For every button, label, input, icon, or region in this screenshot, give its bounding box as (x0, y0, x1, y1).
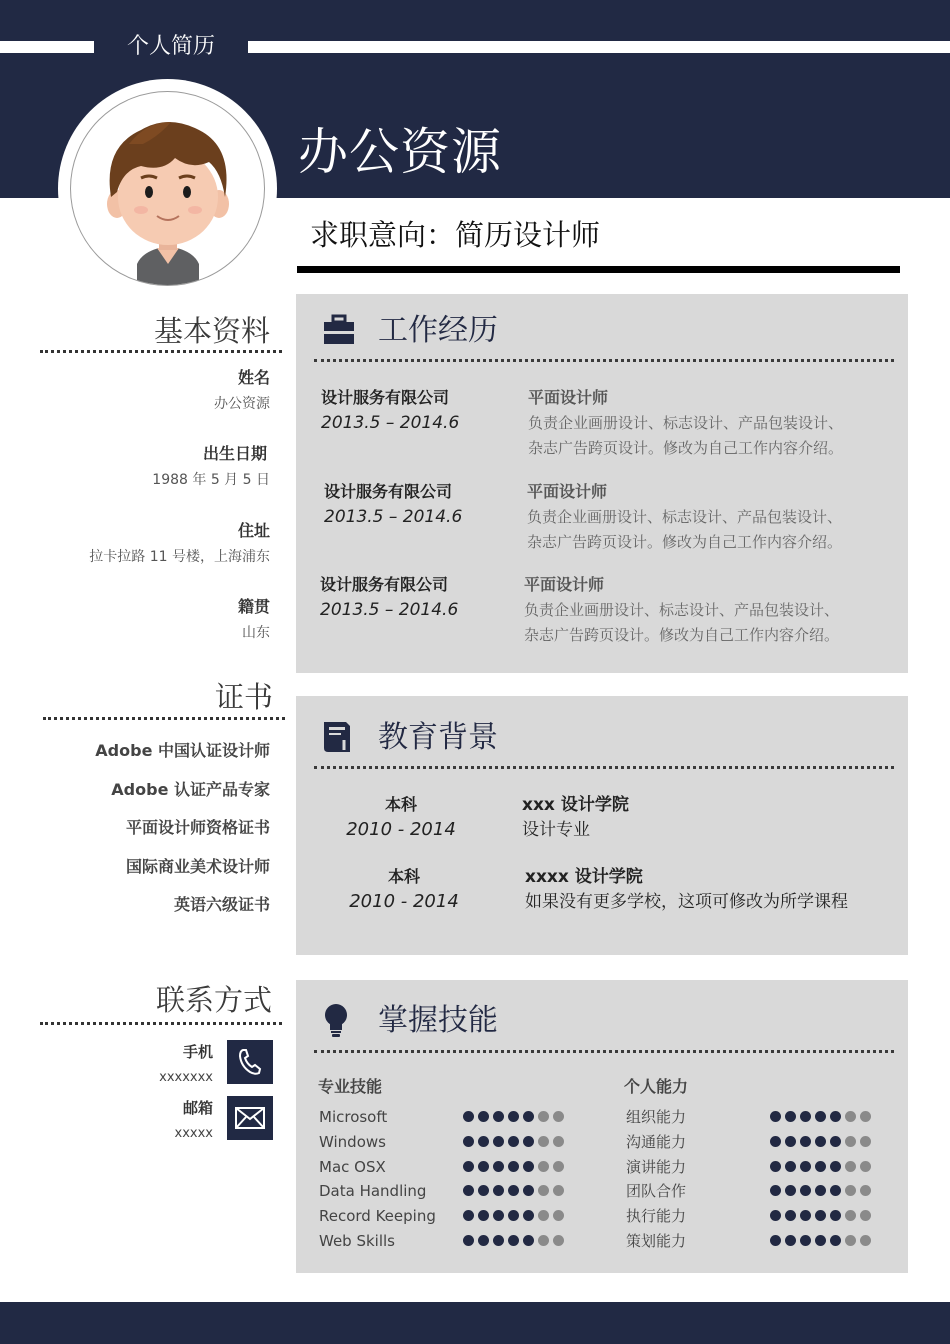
rating-dot-empty (553, 1185, 564, 1196)
skill-name: 演讲能力 (626, 1158, 687, 1176)
skill-rating (463, 1161, 564, 1172)
rating-dot-filled (830, 1210, 841, 1221)
education-dates: 2010 - 2014 (349, 891, 459, 912)
rating-dot-filled (493, 1161, 504, 1172)
rating-dot-filled (463, 1210, 474, 1221)
skill-name: Microsoft (319, 1108, 388, 1126)
rating-dot-filled (815, 1185, 826, 1196)
skill-rating (770, 1235, 871, 1246)
field-label-address: 住址 (237, 521, 270, 540)
job-intent: 求职意向：简历设计师 (310, 218, 601, 252)
rating-dot-filled (830, 1185, 841, 1196)
rating-dot-filled (800, 1185, 811, 1196)
work-company: 设计服务有限公司 (321, 388, 450, 407)
field-label-name: 姓名 (237, 368, 270, 387)
rating-dot-filled (523, 1161, 534, 1172)
rating-dot-filled (508, 1136, 519, 1147)
professional-skills-heading: 专业技能 (318, 1077, 383, 1096)
skill-rating (463, 1210, 564, 1221)
education-school: xxx 设计学院 (522, 795, 629, 815)
rating-dot-filled (800, 1136, 811, 1147)
certificate-item: Adobe 认证产品专家 (111, 780, 270, 799)
field-value-birthdate: 1988 年 5 月 5 日 (152, 472, 270, 488)
skill-rating (770, 1210, 871, 1221)
avatar-illustration-icon (71, 92, 265, 286)
personal-abilities-heading: 个人能力 (624, 1077, 689, 1096)
rating-dot-filled (770, 1111, 781, 1122)
education-detail: 如果没有更多学校，这项可修改为所学课程 (525, 892, 848, 912)
contact-divider (40, 1022, 282, 1025)
work-desc-line: 杂志广告跨页设计。修改为自己工作内容介绍。 (524, 626, 840, 644)
basic-info-title: 基本资料 (153, 314, 270, 348)
rating-dot-empty (538, 1136, 549, 1147)
rating-dot-filled (815, 1235, 826, 1246)
resume-label: 个人简历 (126, 34, 215, 59)
work-dates: 2013.5 – 2014.6 (321, 413, 460, 433)
rating-dot-filled (508, 1210, 519, 1221)
header-rule-right (248, 41, 950, 53)
rating-dot-filled (463, 1136, 474, 1147)
rating-dot-empty (860, 1235, 871, 1246)
rating-dot-filled (493, 1235, 504, 1246)
rating-dot-filled (800, 1210, 811, 1221)
rating-dot-filled (800, 1161, 811, 1172)
education-degree: 本科 (384, 795, 417, 814)
skills-title: 掌握技能 (378, 1003, 498, 1038)
contact-title: 联系方式 (155, 983, 272, 1017)
rating-dot-filled (770, 1136, 781, 1147)
rating-dot-empty (860, 1136, 871, 1147)
rating-dot-empty (845, 1185, 856, 1196)
rating-dot-filled (523, 1185, 534, 1196)
rating-dot-empty (860, 1161, 871, 1172)
rating-dot-filled (785, 1235, 796, 1246)
certificate-item: Adobe 中国认证设计师 (95, 741, 270, 760)
rating-dot-filled (478, 1136, 489, 1147)
rating-dot-filled (493, 1185, 504, 1196)
rating-dot-empty (538, 1161, 549, 1172)
rating-dot-filled (463, 1235, 474, 1246)
rating-dot-empty (845, 1161, 856, 1172)
rating-dot-filled (493, 1136, 504, 1147)
skill-name: Record Keeping (319, 1207, 436, 1225)
rating-dot-filled (830, 1136, 841, 1147)
rating-dot-filled (770, 1185, 781, 1196)
certificate-item: 国际商业美术设计师 (125, 857, 270, 876)
rating-dot-empty (845, 1210, 856, 1221)
skill-name: Mac OSX (319, 1158, 386, 1176)
footer-band (0, 1302, 950, 1344)
rating-dot-filled (478, 1161, 489, 1172)
candidate-name: 办公资源 (298, 123, 502, 181)
work-desc-line: 杂志广告跨页设计。修改为自己工作内容介绍。 (528, 439, 844, 457)
mail-icon-box (227, 1096, 273, 1140)
rating-dot-filled (815, 1111, 826, 1122)
rating-dot-empty (845, 1136, 856, 1147)
skill-name: 策划能力 (626, 1232, 687, 1250)
rating-dot-filled (815, 1210, 826, 1221)
rating-dot-empty (538, 1235, 549, 1246)
skill-name: Windows (319, 1133, 386, 1151)
skill-rating (463, 1111, 564, 1122)
work-company: 设计服务有限公司 (324, 482, 453, 501)
certificates-title: 证书 (214, 680, 273, 714)
rating-dot-empty (538, 1210, 549, 1221)
rating-dot-filled (508, 1111, 519, 1122)
phone-icon (237, 1048, 263, 1076)
skill-rating (770, 1136, 871, 1147)
skill-name: Web Skills (319, 1232, 395, 1250)
skill-name: 组织能力 (626, 1108, 687, 1126)
email-value: xxxxx (174, 1126, 213, 1141)
rating-dot-filled (800, 1235, 811, 1246)
job-intent-underline (297, 266, 900, 273)
field-label-hometown: 籍贯 (237, 597, 270, 616)
rating-dot-filled (523, 1210, 534, 1221)
work-desc-line: 负责企业画册设计、标志设计、产品包装设计、 (524, 601, 840, 619)
rating-dot-empty (553, 1210, 564, 1221)
rating-dot-filled (478, 1235, 489, 1246)
work-desc-line: 负责企业画册设计、标志设计、产品包装设计、 (528, 414, 844, 432)
rating-dot-filled (463, 1111, 474, 1122)
work-experience-title: 工作经历 (378, 313, 498, 348)
rating-dot-filled (800, 1111, 811, 1122)
rating-dot-filled (785, 1111, 796, 1122)
skill-name: 执行能力 (626, 1207, 687, 1225)
education-title: 教育背景 (378, 720, 498, 755)
skill-name: 沟通能力 (626, 1133, 687, 1151)
phone-value: xxxxxxx (159, 1070, 213, 1085)
rating-dot-filled (493, 1210, 504, 1221)
work-dates: 2013.5 – 2014.6 (324, 507, 463, 527)
rating-dot-empty (860, 1111, 871, 1122)
rating-dot-empty (538, 1111, 549, 1122)
rating-dot-filled (830, 1235, 841, 1246)
rating-dot-filled (523, 1136, 534, 1147)
work-dates: 2013.5 – 2014.6 (320, 600, 459, 620)
rating-dot-filled (815, 1136, 826, 1147)
rating-dot-filled (770, 1161, 781, 1172)
education-divider (314, 766, 894, 769)
rating-dot-filled (493, 1111, 504, 1122)
skills-divider (314, 1050, 894, 1053)
skill-rating (770, 1161, 871, 1172)
rating-dot-empty (845, 1235, 856, 1246)
certificate-item: 平面设计师资格证书 (125, 818, 270, 837)
rating-dot-filled (770, 1235, 781, 1246)
rating-dot-empty (553, 1111, 564, 1122)
field-value-name: 办公资源 (214, 396, 270, 412)
avatar (70, 91, 265, 286)
basic-info-divider (40, 350, 282, 353)
education-school: xxxx 设计学院 (525, 867, 643, 887)
work-role: 平面设计师 (527, 482, 608, 501)
skill-name: 团队合作 (626, 1182, 687, 1200)
email-label: 邮箱 (182, 1099, 213, 1117)
book-icon (320, 718, 354, 752)
rating-dot-filled (523, 1111, 534, 1122)
rating-dot-filled (478, 1185, 489, 1196)
work-role: 平面设计师 (524, 575, 605, 594)
rating-dot-filled (770, 1210, 781, 1221)
work-divider (314, 359, 894, 362)
field-label-birthdate: 出生日期 (202, 444, 267, 463)
rating-dot-filled (463, 1185, 474, 1196)
rating-dot-filled (523, 1235, 534, 1246)
education-degree: 本科 (387, 867, 420, 886)
rating-dot-filled (508, 1235, 519, 1246)
certificate-item: 英语六级证书 (173, 895, 270, 914)
rating-dot-filled (830, 1111, 841, 1122)
rating-dot-filled (478, 1210, 489, 1221)
field-value-address: 拉卡拉路 11 号楼，上海浦东 (89, 549, 270, 565)
skill-rating (463, 1136, 564, 1147)
skill-rating (770, 1185, 871, 1196)
rating-dot-empty (860, 1185, 871, 1196)
work-desc-line: 负责企业画册设计、标志设计、产品包装设计、 (527, 508, 843, 526)
work-company: 设计服务有限公司 (320, 575, 449, 594)
rating-dot-filled (508, 1161, 519, 1172)
skill-rating (770, 1111, 871, 1122)
header-rule-left (0, 41, 94, 53)
rating-dot-filled (785, 1136, 796, 1147)
mail-icon (235, 1107, 265, 1129)
rating-dot-empty (553, 1161, 564, 1172)
rating-dot-empty (860, 1210, 871, 1221)
lightbulb-icon (320, 1002, 354, 1036)
rating-dot-empty (553, 1235, 564, 1246)
rating-dot-filled (815, 1161, 826, 1172)
rating-dot-filled (478, 1111, 489, 1122)
rating-dot-filled (785, 1185, 796, 1196)
rating-dot-filled (785, 1161, 796, 1172)
field-value-hometown: 山东 (242, 625, 270, 641)
briefcase-icon (322, 313, 356, 347)
certificates-divider (43, 717, 285, 720)
skill-rating (463, 1235, 564, 1246)
education-dates: 2010 - 2014 (346, 819, 456, 840)
rating-dot-filled (785, 1210, 796, 1221)
rating-dot-filled (463, 1161, 474, 1172)
education-detail: 设计专业 (522, 820, 590, 840)
rating-dot-filled (508, 1185, 519, 1196)
rating-dot-empty (553, 1136, 564, 1147)
rating-dot-filled (830, 1161, 841, 1172)
skill-rating (463, 1185, 564, 1196)
work-desc-line: 杂志广告跨页设计。修改为自己工作内容介绍。 (527, 533, 843, 551)
phone-label: 手机 (182, 1043, 213, 1061)
phone-icon-box (227, 1040, 273, 1084)
work-role: 平面设计师 (528, 388, 609, 407)
rating-dot-empty (845, 1111, 856, 1122)
rating-dot-empty (538, 1185, 549, 1196)
skill-name: Data Handling (319, 1182, 427, 1200)
